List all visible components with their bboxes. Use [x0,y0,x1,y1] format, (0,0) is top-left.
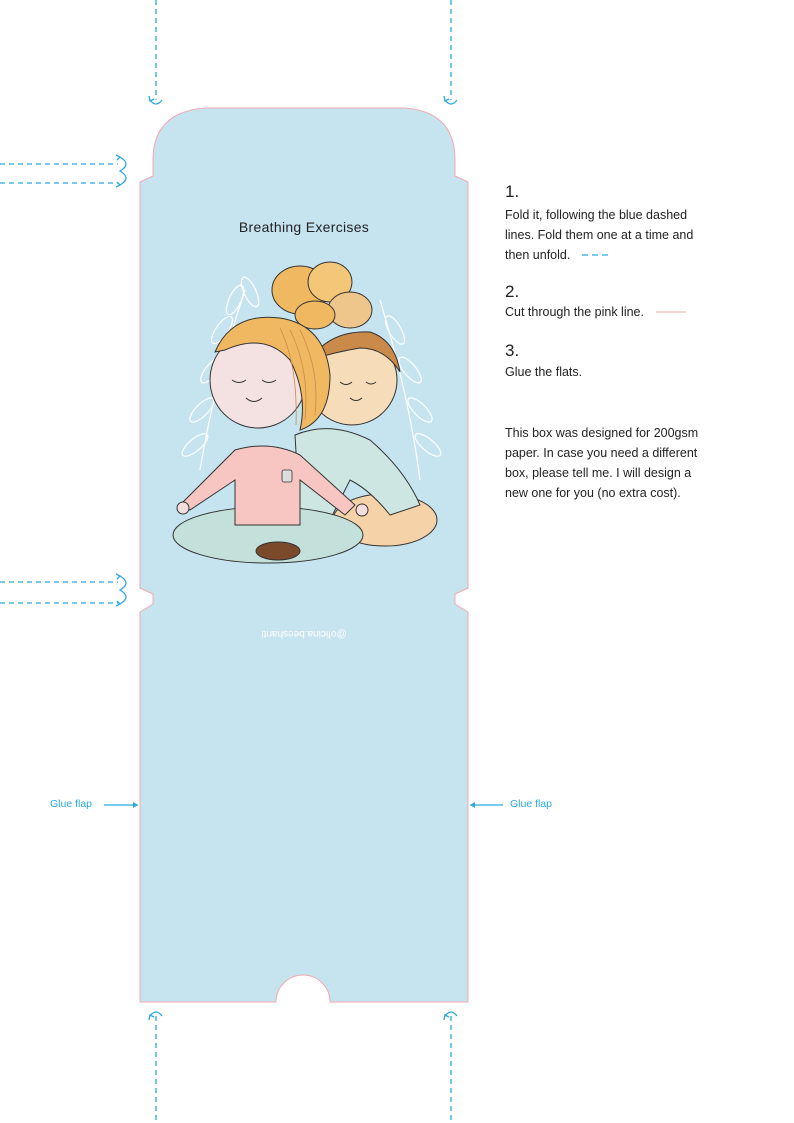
box-title: Breathing Exercises [238,219,370,235]
curved-arrow-icon [116,155,126,606]
step-3-text: Glue the flats. [505,365,583,379]
step-1-text: Fold it, following the blue dashed lines. Fold them one at a time and then unfold. [505,208,694,262]
front-girl-foot [256,542,300,560]
credit-text: @oficina.beeshanti [261,628,347,639]
step-3-number: 3. [505,341,520,360]
step-2-text: Cut through the pink line. [505,305,644,319]
glue-flap-label-left: Glue flap [50,798,93,810]
step-2-number: 2. [505,282,520,301]
design-note: This box was designed for 200gsm paper. In case you need a different box, please tell me. I will design a new one for you (no extra cost). [505,426,699,500]
step-1-number: 1. [505,182,520,201]
glue-flap-label-right: Glue flap [510,798,553,810]
